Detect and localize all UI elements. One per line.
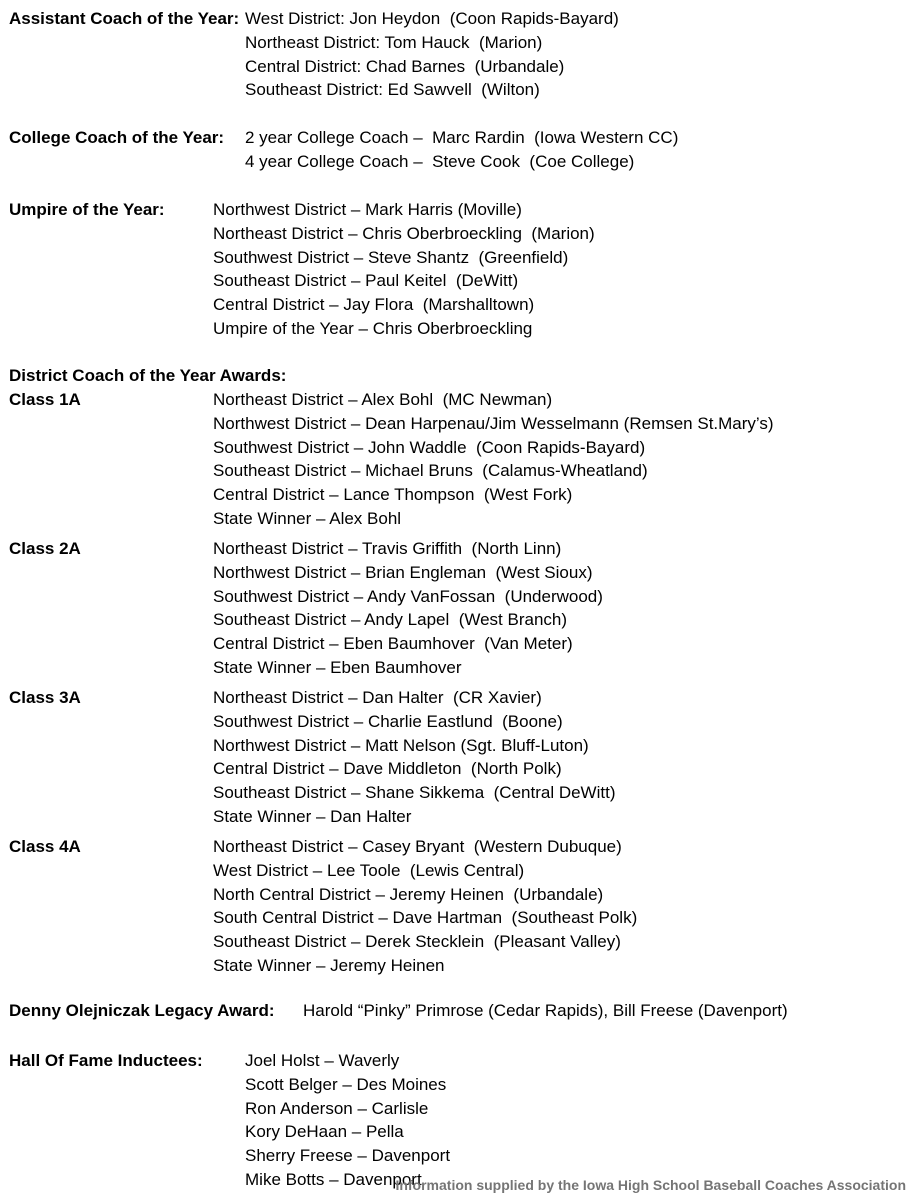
text-line: Northeast District – Casey Bryant (Western Dubuque) — [213, 837, 622, 856]
text-line: Northwest District – Mark Harris (Moville) — [213, 200, 522, 219]
text-line: Ron Anderson – Carlisle — [245, 1098, 429, 1118]
hall-of-fame-label: Hall Of Fame Inductees: — [9, 1051, 203, 1070]
class-3a-label: Class 3A — [9, 688, 81, 707]
text-line: Northeast District – Alex Bohl (MC Newman) — [213, 390, 553, 409]
assistant-coach-lines — [245, 7, 619, 102]
text-line: State Winner – Eben Baumhover — [213, 657, 462, 677]
text-line: Central District – Eben Baumhover (Van Meter) — [213, 634, 573, 654]
text-line: Umpire of the Year – Chris Oberbroeckling — [213, 318, 533, 338]
text-line: Southwest District – Charlie Eastlund (Boone) — [213, 711, 563, 731]
text-line: Northwest District – Dean Harpenau/Jim Wesselmann (Remsen St.Mary’s) — [213, 413, 774, 433]
text-line: State Winner – Alex Bohl — [213, 508, 402, 528]
class-3a-lines — [213, 686, 615, 829]
text-line: Southeast District – Michael Bruns (Calamus-Wheatland) — [213, 461, 648, 481]
class-4a-lines — [213, 835, 637, 978]
text-line: Central District – Dave Middleton (North Polk) — [213, 759, 562, 779]
text-line: Northwest District – Matt Nelson (Sgt. Bluff-Luton) — [213, 735, 589, 755]
district-header-label: District Coach of the Year Awards: — [9, 366, 287, 385]
text-line: Scott Belger – Des Moines — [245, 1074, 447, 1094]
text-line: State Winner – Jeremy Heinen — [213, 955, 445, 975]
text-line: Sherry Freese – Davenport — [245, 1146, 451, 1166]
assistant-coach-label: Assistant Coach of the Year: — [9, 9, 240, 28]
text-line: Joel Holst – Waverly — [245, 1051, 400, 1070]
hall-of-fame-lines — [245, 1049, 450, 1192]
college-coach-label: College Coach of the Year: — [9, 128, 225, 147]
text-line: West District – Lee Toole (Lewis Central) — [213, 860, 525, 880]
text-line: Southwest District – Andy VanFossan (Underwood) — [213, 586, 603, 606]
legacy-award-lines — [303, 999, 788, 1023]
text-line: 4 year College Coach – Steve Cook (Coe College) — [245, 151, 635, 171]
text-line: Harold “Pinky” Primrose (Cedar Rapids), Bill Freese (Davenport) — [303, 1001, 788, 1020]
class-1a-label: Class 1A — [9, 390, 81, 409]
legacy-award-label: Denny Olejniczak Legacy Award: — [9, 1001, 275, 1020]
college-coach-lines — [245, 126, 678, 174]
text-line: Southeast District – Shane Sikkema (Central DeWitt) — [213, 783, 616, 803]
text-line: Southeast District – Andy Lapel (West Branch) — [213, 610, 568, 630]
text-line: Mike Botts – Davenport — [245, 1169, 422, 1189]
text-line: Southeast District – Derek Stecklein (Pleasant Valley) — [213, 932, 621, 952]
text-line: Northeast District: Tom Hauck (Marion) — [245, 32, 543, 52]
text-line: Southwest District – John Waddle (Coon Rapids-Bayard) — [213, 437, 646, 457]
text-line: Southwest District – Steve Shantz (Greenfield) — [213, 247, 569, 267]
text-line: State Winner – Dan Halter — [213, 806, 412, 826]
text-line: Northeast District – Chris Oberbroeckling (Marion) — [213, 223, 595, 243]
text-line: Southeast District – Paul Keitel (DeWitt) — [213, 271, 519, 291]
class-2a-lines — [213, 537, 603, 680]
umpire-label: Umpire of the Year: — [9, 200, 165, 219]
text-line: Southeast District: Ed Sawvell (Wilton) — [245, 80, 540, 100]
class-2a-label: Class 2A — [9, 539, 81, 558]
text-line: 2 year College Coach – Marc Rardin (Iowa Western CC) — [245, 128, 679, 147]
class-4a-label: Class 4A — [9, 837, 81, 856]
umpire-lines — [213, 198, 595, 341]
text-line: Northeast District – Travis Griffith (North Linn) — [213, 539, 562, 558]
text-line: Northeast District – Dan Halter (CR Xavier) — [213, 688, 542, 707]
text-line: West District: Jon Heydon (Coon Rapids-Bayard) — [245, 9, 619, 28]
text-line: Central District – Jay Flora (Marshalltown) — [213, 295, 535, 315]
text-line: North Central District – Jeremy Heinen (Urbandale) — [213, 884, 604, 904]
class-1a-lines — [213, 388, 774, 531]
text-line: Central District: Chad Barnes (Urbandale) — [245, 56, 565, 76]
text-line: South Central District – Dave Hartman (Southeast Polk) — [213, 908, 638, 928]
footer-credit: Information supplied by the Iowa High School Baseball Coaches Association — [395, 1177, 906, 1193]
text-line: Northwest District – Brian Engleman (West Sioux) — [213, 562, 593, 582]
text-line: Kory DeHaan – Pella — [245, 1122, 404, 1142]
text-line: Central District – Lance Thompson (West Fork) — [213, 485, 573, 505]
